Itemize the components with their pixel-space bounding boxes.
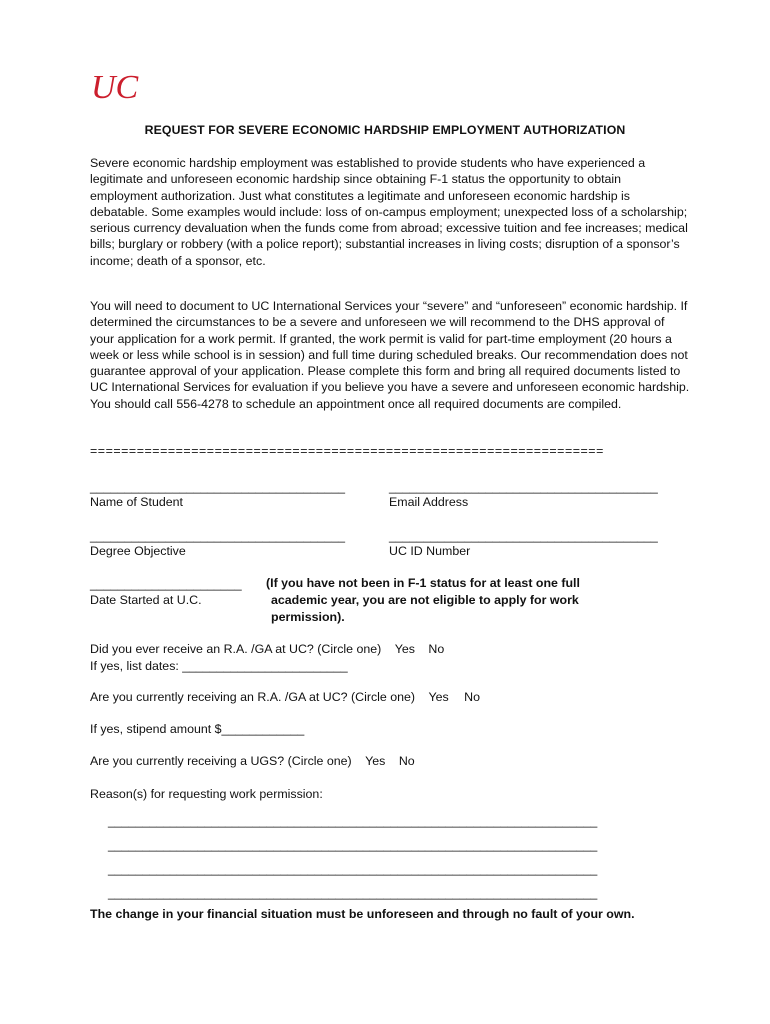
reason-line-1[interactable]: _______________________________________________________________________	[108, 814, 598, 828]
svg-text:UC: UC	[91, 69, 139, 106]
ucid-field-line[interactable]: _______________________________________	[389, 529, 658, 543]
ugs-yes-option[interactable]: Yes	[365, 754, 386, 768]
form-title: REQUEST FOR SEVERE ECONOMIC HARDSHIP EMPLOYMENT AUTHORIZATION	[144, 123, 626, 137]
name-label: Name of Student	[90, 495, 183, 509]
eligibility-note-line-2: academic year, you are not eligible to apply for work	[271, 593, 579, 607]
eligibility-note-line-3: permission).	[271, 610, 345, 624]
eligibility-note-line-1: (If you have not been in F-1 status for at least one full	[266, 576, 580, 590]
ra-current-question-text: Are you currently receiving an R.A. /GA at UC? (Circle one)	[90, 690, 416, 704]
degree-field-line[interactable]: _____________________________________	[90, 529, 345, 543]
ra-current-question	[90, 690, 480, 704]
ra-ever-no-option[interactable]: No	[428, 642, 445, 656]
date-label: Date Started at U.C.	[90, 593, 202, 607]
uc-logo	[90, 68, 139, 106]
stipend-field[interactable]: If yes, stipend amount $____________	[90, 722, 305, 736]
ra-ever-yes-option[interactable]: Yes	[394, 642, 415, 656]
uc-logo-mark	[90, 68, 139, 106]
email-field-line[interactable]: _______________________________________	[389, 480, 658, 494]
reason-line-2[interactable]: _______________________________________________________________________	[108, 838, 598, 852]
ra-current-no-option[interactable]: No	[464, 690, 481, 704]
ra-ever-question	[90, 642, 444, 656]
name-field-line[interactable]: _____________________________________	[90, 480, 345, 494]
ugs-question	[90, 754, 415, 768]
email-label: Email Address	[389, 495, 469, 509]
eligibility-note	[266, 575, 666, 626]
instructions-paragraph: You will need to document to UC International Services your “severe” and “unforeseen” economic hardship. If determined the circumstances to be a severe and unforeseen we will recommend to the DHS approval of your application for a work permit. If granted, the work permit is valid for part-time employment (20 hours a week or less while school is in session) and full time during scheduled breaks. Our recommendation does not guarantee approval of your application. Please complete this form and bring all required documents listed to UC International Services for evaluation if you believe you have a severe and unforeseen economic hardship. You should call 556-4278 to schedule an appointment once all required documents are compiled.	[90, 299, 690, 411]
separator-line: ==================================================================	[90, 444, 604, 458]
reasons-label: Reason(s) for requesting work permission:	[90, 787, 323, 801]
degree-label: Degree Objective	[90, 544, 186, 558]
reason-line-4[interactable]: _______________________________________________________________________	[108, 886, 598, 900]
ra-dates-field[interactable]: If yes, list dates: ________________________	[90, 659, 348, 673]
date-field-line[interactable]: ______________________	[90, 577, 242, 591]
ucid-label: UC ID Number	[389, 544, 471, 558]
reason-line-3[interactable]: _______________________________________________________________________	[108, 862, 598, 876]
footer-statement: The change in your financial situation must be unforeseen and through no fault of your own.	[90, 907, 635, 921]
ra-ever-question-text: Did you ever receive an R.A. /GA at UC? (Circle one)	[90, 642, 382, 656]
ugs-no-option[interactable]: No	[398, 754, 415, 768]
intro-paragraph: Severe economic hardship employment was established to provide students who have experienced a legitimate and unforeseen economic hardship since obtaining F-1 status the opportunity to obtain employment authorization. Just what constitutes a legitimate and unforeseen economic hardship is debatable. Some examples would include: loss of on-campus employment; unexpected loss of a scholarship; serious currency devaluation when the funds come from abroad; excessive tuition and fee increases; medical bills; burglary or robbery (with a police report); substantial increases in living costs; disruption of a sponsor’s income; death of a sponsor, etc.	[90, 156, 688, 268]
ugs-question-text: Are you currently receiving a UGS? (Circle one)	[90, 754, 352, 768]
ra-current-yes-option[interactable]: Yes	[428, 690, 449, 704]
